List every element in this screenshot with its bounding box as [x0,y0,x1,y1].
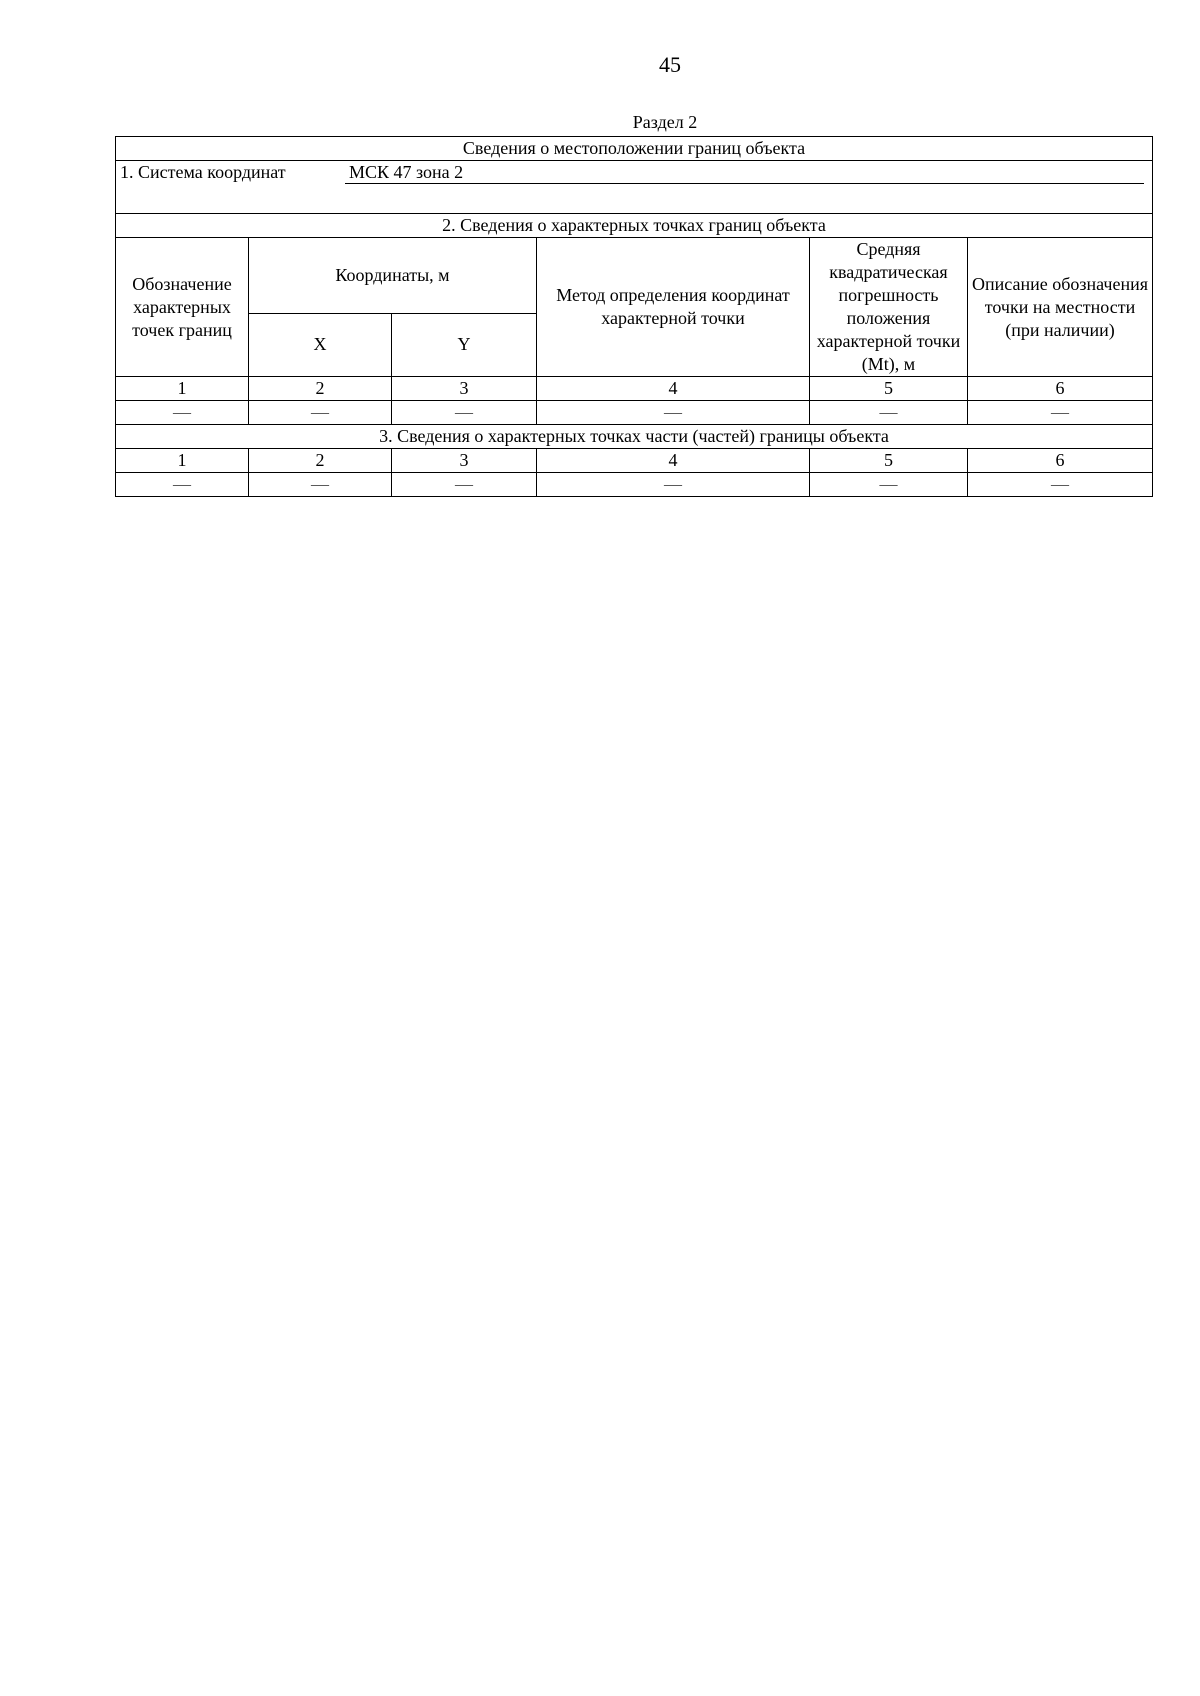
page-number: 45 [659,52,681,77]
column-number: 3 [392,449,537,473]
table-cell: — [116,473,249,497]
header-x: X [249,313,392,376]
part3-title: 3. Сведения о характерных точках части (частей) границы объекта [116,425,1153,449]
table-cell: — [968,401,1153,425]
table-cell: — [116,401,249,425]
table-cell: — [392,473,537,497]
part3-column-numbers-row [116,449,1153,473]
part2-column-numbers-row [116,377,1153,401]
table-cell: — [537,401,810,425]
column-number: 2 [249,449,392,473]
part2-title: 2. Сведения о характерных точках границ объекта [116,214,1153,238]
column-number: 2 [249,377,392,401]
table-cell: — [968,473,1153,497]
header-accuracy: Средняя квадратическая погрешность положения характерной точки (Mt), м [810,238,968,377]
column-number: 1 [116,449,249,473]
column-number: 3 [392,377,537,401]
column-number: 4 [537,377,810,401]
column-number: 6 [968,377,1153,401]
section-title: Раздел 2 [632,112,698,132]
header-method: Метод определения координат характерной точки [537,238,810,377]
column-number: 1 [116,377,249,401]
header-coordinates: Координаты, м [249,238,537,314]
column-number: 4 [537,449,810,473]
column-number: 6 [968,449,1153,473]
table-cell: — [249,401,392,425]
column-number: 5 [810,449,968,473]
boundary-location-table [115,136,1153,497]
part3-data-row [116,473,1153,497]
table-title: Сведения о местоположении границ объекта [116,137,1153,161]
table-cell: — [810,473,968,497]
table-cell: — [392,401,537,425]
column-number: 5 [810,377,968,401]
table-cell: — [249,473,392,497]
header-description: Описание обозначения точки на местности (при наличии) [968,238,1153,377]
table-cell: — [810,401,968,425]
header-y: Y [392,313,537,376]
coordinate-system-label: 1. Система координат [120,162,286,182]
header-designation: Обозначение характерных точек границ [116,238,249,377]
coordinate-system-value: МСК 47 зона 2 [345,161,1144,184]
table-cell: — [537,473,810,497]
part2-data-row [116,401,1153,425]
coordinate-system-row [116,161,1153,214]
